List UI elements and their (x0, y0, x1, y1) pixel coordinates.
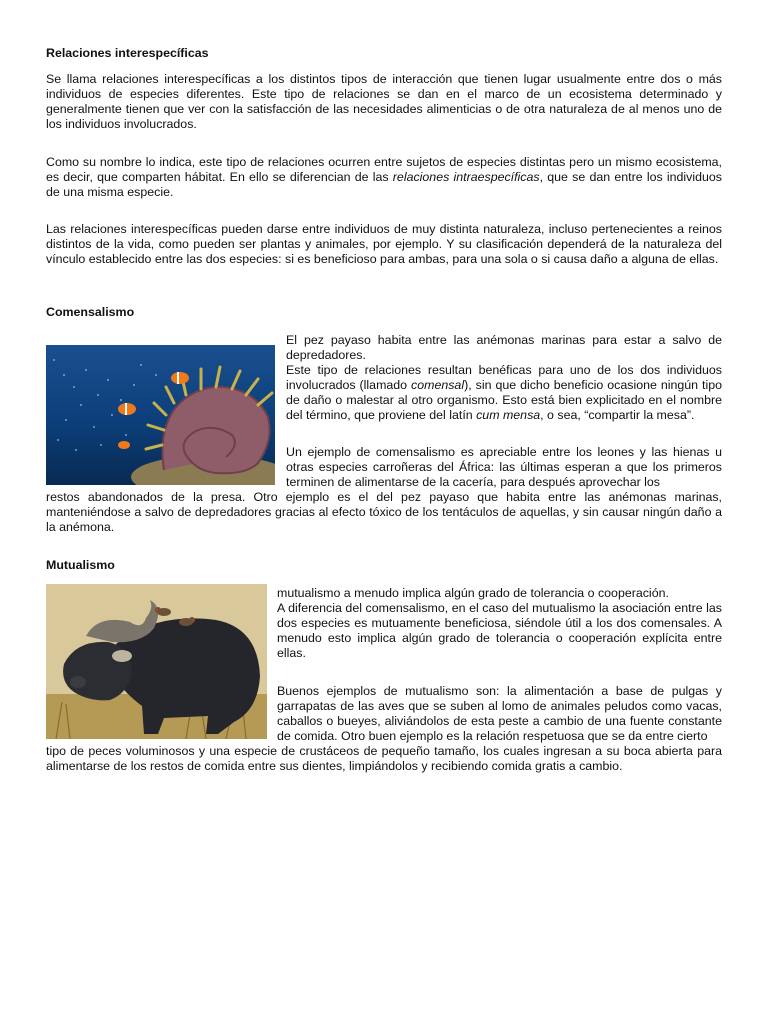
comensalismo-paragraph-2: Un ejemplo de comensalismo es apreciable entre los leones y las hienas u otras especies carroñeras del África: las últimas esperan a que los primeros terminen de alimentarse de la cacería, para después aprovechar los (286, 445, 722, 489)
comensalismo-caption: El pez payaso habita entre las anémonas marinas para estar a salvo de depredadores. (286, 333, 722, 362)
intro-paragraph-3: Las relaciones interespecíficas pueden darse entre individuos de muy distinta naturaleza, incluso pertenecientes a reinos distintos de la vida, como pueden ser plantas y animales, por ejemplo. Y su clasificación dependerá de la naturaleza del vínculo establecido entre las dos especies: si es beneficioso para ambas, para una sola o si causa daño a alguna de ellas. (46, 222, 722, 266)
comensalismo-paragraph-2-continued: restos abandonados de la presa. Otro ejemplo es el del pez payaso que habita entre las anémonas marinas, manteniéndose a salvo de depredadores gracias al efecto tóxico de los tentáculos de aquellas, y sin causar ningún daño a la anémona. (46, 490, 722, 534)
mutualismo-paragraph-2-continued: tipo de peces voluminosos y una especie de crustáceos de pequeño tamaño, los cuales ingresan a su boca abierta para alimentarse de los restos de comida entre sus dientes, limpiándolos y recibiendo comida gratis a cambio. (46, 744, 722, 773)
mutualismo-paragraph-1: A diferencia del comensalismo, en el caso del mutualismo la asociación entre las dos especies es mutuamente beneficiosa, siéndole útil a los dos comensales. A menudo esto implica algún grado de tolerancia o cooperación explícita entre ellas. (277, 601, 722, 660)
buffalo-oxpecker-image (46, 584, 267, 739)
page-title: Relaciones interespecíficas (46, 46, 209, 60)
intro-paragraph-1: Se llama relaciones interespecíficas a los distintos tipos de interacción que tienen lugar usualmente entre dos o más individuos de especies diferentes. Este tipo de relaciones se dan en el marco de un ecosistema determinado y generalmente tienen que ver con la satisfacción de las necesidades alimenticias o de otra naturaleza de al menos uno de los individuos involucrados. (46, 72, 722, 131)
intro-paragraph-2: Como su nombre lo indica, este tipo de relaciones ocurren entre sujetos de especies distintas pero un mismo ecosistema, es decir, que comparten hábitat. En ello se diferencian de las relaciones intraespecíficas, que se dan entre los individuos de una misma especie. (46, 155, 722, 199)
mutualismo-caption: mutualismo a menudo implica algún grado de tolerancia o cooperación. (277, 586, 669, 600)
comensalismo-paragraph-1: Este tipo de relaciones resultan benéficas para uno de los dos individuos involucrados (llamado comensal), sin que dicho beneficio ocasione ningún tipo de daño o malestar al otro organismo. Esto está bien explicitado en el nombre del término, que proviene del latín cum mensa, o sea, “compartir la mesa”. (286, 363, 723, 422)
mutualismo-paragraph-2: Buenos ejemplos de mutualismo son: la alimentación a base de pulgas y garrapatas de las aves que se suben al lomo de animales peludos como vacas, caballos o bueyes, aliviándolos de esta peste a cambio de una fuente constante de comida. Otro buen ejemplo es la relación respetuosa que se da entre cierto (277, 684, 722, 743)
clownfish-anemone-image (46, 345, 275, 485)
comensalismo-heading: Comensalismo (46, 305, 135, 319)
mutualismo-heading: Mutualismo (46, 558, 115, 572)
